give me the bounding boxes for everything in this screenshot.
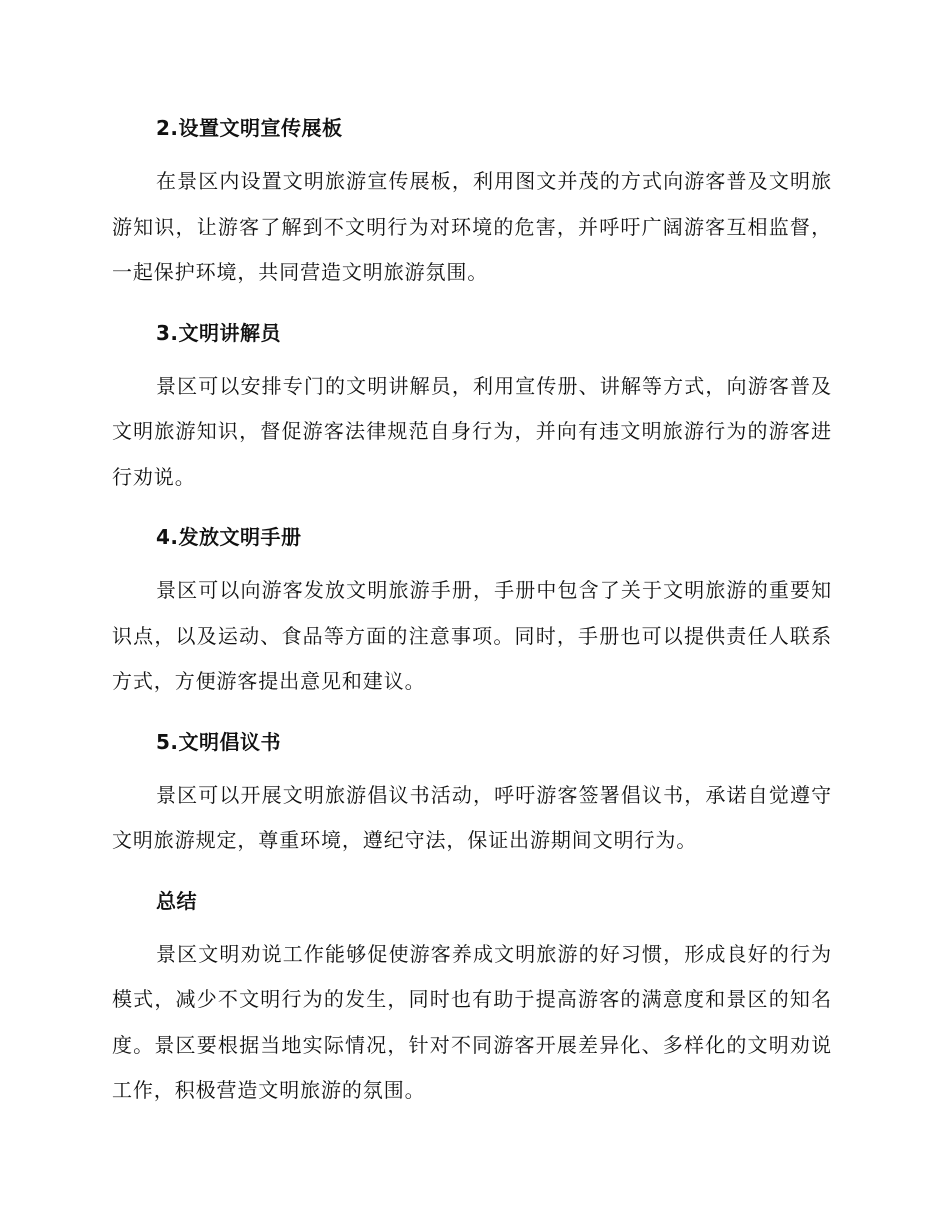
section-paragraph: 景区可以向游客发放文明旅游手册，手册中包含了关于文明旅游的重要知识点，以及运动、食品等方面的注意事项。同时，手册也可以提供责任人联系方式，方便游客提出意见和建议。: [112, 578, 832, 693]
section-heading: 2.设置文明宣传展板: [156, 116, 343, 140]
section-paragraph: 在景区内设置文明旅游宣传展板，利用图文并茂的方式向游客普及文明旅游知识，让游客了解到不文明行为对环境的危害，并呼吁广阔游客互相监督，一起保护环境，共同营造文明旅游氛围。: [112, 169, 832, 284]
section-civility-proposal: [112, 726, 832, 864]
section-summary: [112, 885, 832, 1114]
section-publicity-boards: [112, 112, 832, 296]
document-content: [112, 112, 832, 1135]
section-heading: 4.发放文明手册: [156, 525, 302, 549]
section-civility-handbook: [112, 521, 832, 705]
section-heading: 总结: [156, 888, 197, 913]
section-heading: 3.文明讲解员: [156, 320, 282, 345]
section-paragraph: 景区可以开展文明旅游倡议书活动，呼吁游客签署倡议书，承诺自觉遵守文明旅游规定，尊重环境，遵纪守法，保证出游期间文明行为。: [112, 782, 832, 852]
section-paragraph: 景区可以安排专门的文明讲解员，利用宣传册、讲解等方式，向游客普及文明旅游知识，督促游客法律规范自身行为，并向有违文明旅游行为的游客进行劝说。: [112, 373, 832, 489]
section-civility-guides: [112, 317, 832, 501]
section-heading: 5.文明倡议书: [156, 729, 282, 754]
section-paragraph: 景区文明劝说工作能够促使游客养成文明旅游的好习惯，形成良好的行为模式，减少不文明行为的发生，同时也有助于提高游客的满意度和景区的知名度。景区要根据当地实际情况，针对不同游客开展差异化、多样化的文明劝说工作，积极营造文明旅游的氛围。: [112, 941, 832, 1102]
